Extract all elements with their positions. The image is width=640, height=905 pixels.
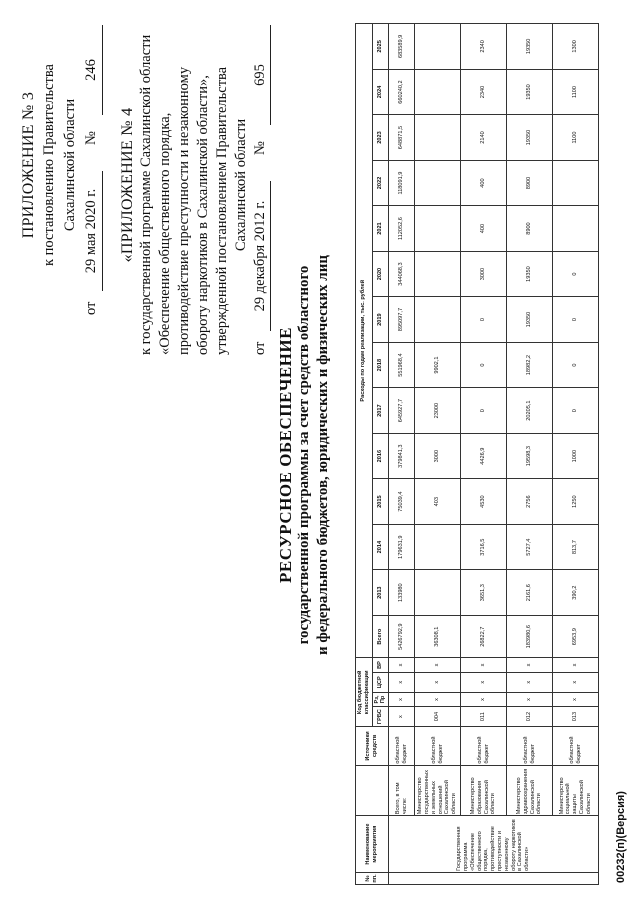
- header-year: 2022: [372, 160, 389, 206]
- header-year: 2019: [372, 297, 389, 343]
- cell-year-value: 3000: [415, 433, 461, 479]
- cell-year-value: 660240,2: [389, 69, 415, 115]
- cell-year-value: 2340: [461, 24, 507, 70]
- cell-year-value: 344068,3: [389, 251, 415, 297]
- cell-total: 183980,6: [507, 615, 553, 657]
- cell-year-value: 8900: [507, 160, 553, 206]
- cell-csr: х: [553, 672, 599, 692]
- cell-year-value: 4426,9: [461, 433, 507, 479]
- appendix-4-block: [118, 15, 273, 355]
- appendix-4-no-label: №: [252, 141, 268, 155]
- cell-year-value: 1000: [553, 433, 599, 479]
- cell-year-value: [415, 251, 461, 297]
- cell-year-value: 0: [461, 297, 507, 343]
- cell-year-value: 18982,2: [507, 342, 553, 388]
- cell-year-value: 1300: [553, 24, 599, 70]
- header-grbs: ГРБС: [372, 707, 389, 727]
- cell-vr: х: [389, 658, 415, 672]
- cell-rzpr: х: [507, 692, 553, 706]
- cell-rzpr: х: [461, 692, 507, 706]
- cell-year-value: 0: [553, 388, 599, 434]
- cell-year-value: 683589,9: [389, 24, 415, 70]
- cell-year-value: 9902,1: [415, 342, 461, 388]
- header-source: Источники средств: [356, 727, 389, 765]
- cell-year-value: [415, 524, 461, 570]
- cell-grbs: 004: [415, 707, 461, 727]
- cell-program-name: Государственная программа «Обеспечение общественного порядка, противодействие преступности и незаконному обороту наркотиков в Сахалинской области»: [389, 816, 599, 873]
- cell-year-value: 3651,3: [461, 570, 507, 616]
- header-name: Наименование мероприятия: [356, 816, 389, 873]
- header-executor: [356, 765, 389, 816]
- cell-vr: х: [415, 658, 461, 672]
- cell-year-value: 390,2: [553, 570, 599, 616]
- cell-rzpr: х: [553, 692, 599, 706]
- footer-version: 00232(п)(Версия): [615, 791, 627, 883]
- cell-year-value: 0: [553, 342, 599, 388]
- cell-source: областной бюджет: [553, 727, 599, 765]
- cell-total: 36308,1: [415, 615, 461, 657]
- table-header-row-1: [356, 24, 373, 885]
- header-rzpr: Рз, Пр: [372, 692, 389, 706]
- cell-year-value: 112052,6: [389, 206, 415, 252]
- cell-executor: Министерство здравоохранения Сахалинской области: [507, 765, 553, 816]
- cell-year-value: 895097,7: [389, 297, 415, 343]
- cell-year-value: 133980: [389, 570, 415, 616]
- cell-executor: Министерство социальной защиты Сахалинской области: [553, 765, 599, 816]
- header-year: 2017: [372, 388, 389, 434]
- cell-source: областной бюджет: [461, 727, 507, 765]
- cell-csr: х: [461, 672, 507, 692]
- cell-year-value: 8900: [507, 206, 553, 252]
- cell-year-value: [553, 160, 599, 206]
- cell-year-value: 400: [461, 206, 507, 252]
- cell-executor: Министерство образования Сахалинской области: [461, 765, 507, 816]
- cell-year-value: 379841,3: [389, 433, 415, 479]
- cell-year-value: 0: [553, 297, 599, 343]
- document-title-line1: РЕСУРСНОЕ ОБЕСПЕЧЕНИЕ: [276, 327, 295, 583]
- cell-rzpr: х: [415, 692, 461, 706]
- cell-year-value: 118091,9: [389, 160, 415, 206]
- cell-year-value: 551968,4: [389, 342, 415, 388]
- table-row: [507, 24, 553, 885]
- appendix-3-number: 246: [81, 25, 103, 115]
- cell-year-value: 19350: [507, 69, 553, 115]
- header-total: Всего: [372, 615, 389, 657]
- appendix-4-body: к государственной программе Сахалинской области «Обеспечение общественного порядка, противодействие преступности и незаконному обороту наркотиков в Сахалинской области», утвержденной постановлением Правительства: [138, 34, 230, 355]
- appendix-3-line2: Сахалинской области: [62, 98, 78, 232]
- appendix-3-title: ПРИЛОЖЕНИЕ № 3: [20, 91, 37, 239]
- cell-grbs: 013: [553, 707, 599, 727]
- cell-executor: Министерство государственных и земельных отношений Сахалинской области: [415, 765, 461, 816]
- header-vr: ВР: [372, 658, 389, 672]
- cell-vr: х: [507, 658, 553, 672]
- cell-rzpr: х: [389, 692, 415, 706]
- cell-source: областной бюджет: [507, 727, 553, 765]
- cell-num: [389, 872, 599, 884]
- appendix-4-date: 29 декабря 2012 г.: [251, 181, 271, 331]
- header-expenses: Расходы по годам реализации, тыс. рублей: [356, 24, 373, 658]
- cell-year-value: 4530: [461, 479, 507, 525]
- cell-total: 26822,7: [461, 615, 507, 657]
- cell-year-value: [415, 24, 461, 70]
- cell-year-value: 1250: [553, 479, 599, 525]
- cell-total: 5426792,9: [389, 615, 415, 657]
- table-row: [389, 24, 415, 885]
- appendix-3-block: [18, 15, 103, 315]
- cell-year-value: [415, 160, 461, 206]
- cell-source: областной бюджет: [415, 727, 461, 765]
- cell-year-value: 645927,7: [389, 388, 415, 434]
- cell-grbs: 011: [461, 707, 507, 727]
- document-title-line3: и федерального бюджетов, юридических и физических лиц: [315, 255, 331, 656]
- appendix-3-from-label: от: [83, 301, 99, 315]
- document-title-line2: государственной программы за счет средств областного: [296, 265, 312, 645]
- header-year: 2020: [372, 251, 389, 297]
- cell-year-value: 2161,6: [507, 570, 553, 616]
- header-year: 2021: [372, 206, 389, 252]
- appendix-4-region: Сахалинской области: [233, 118, 249, 252]
- header-year: 2016: [372, 433, 389, 479]
- appendix-4-number: 695: [251, 25, 271, 125]
- resource-table: [355, 23, 599, 885]
- cell-year-value: 0: [461, 388, 507, 434]
- table-row: [415, 24, 461, 885]
- header-year: 2023: [372, 115, 389, 161]
- cell-year-value: 179631,9: [389, 524, 415, 570]
- cell-year-value: 813,7: [553, 524, 599, 570]
- cell-year-value: [415, 115, 461, 161]
- table-body: [389, 24, 599, 885]
- cell-year-value: 19598,3: [507, 433, 553, 479]
- cell-year-value: 0: [461, 342, 507, 388]
- cell-year-value: [415, 69, 461, 115]
- cell-year-value: 2140: [461, 115, 507, 161]
- cell-source: областной бюджет: [389, 727, 415, 765]
- cell-year-value: [415, 570, 461, 616]
- cell-year-value: 1100: [553, 115, 599, 161]
- appendix-3-no-label: №: [83, 131, 99, 145]
- appendix-4-number-line: [251, 15, 273, 355]
- cell-year-value: 403: [415, 479, 461, 525]
- document-title: [276, 155, 333, 755]
- cell-year-value: 2756: [507, 479, 553, 525]
- appendix-3-date: 29 мая 2020 г.: [81, 171, 103, 291]
- cell-year-value: 19350: [507, 24, 553, 70]
- table-row: [553, 24, 599, 885]
- cell-year-value: 75039,4: [389, 479, 415, 525]
- header-year: 2014: [372, 524, 389, 570]
- cell-year-value: 19350: [507, 115, 553, 161]
- header-csr: ЦСР: [372, 672, 389, 692]
- header-year: 2015: [372, 479, 389, 525]
- cell-executor: Всего, в том числе:: [389, 765, 415, 816]
- table-row: [461, 24, 507, 885]
- cell-total: 6953,9: [553, 615, 599, 657]
- cell-year-value: [415, 297, 461, 343]
- cell-grbs: х: [389, 707, 415, 727]
- appendix-4-from-label: от: [252, 341, 268, 355]
- cell-csr: х: [389, 672, 415, 692]
- cell-year-value: 19350: [507, 297, 553, 343]
- cell-year-value: 3716,5: [461, 524, 507, 570]
- cell-year-value: 5727,4: [507, 524, 553, 570]
- cell-year-value: 23000: [415, 388, 461, 434]
- header-year: 2025: [372, 24, 389, 70]
- cell-vr: х: [553, 658, 599, 672]
- cell-year-value: 1100: [553, 69, 599, 115]
- header-budget-code: Код бюджетной классификации: [356, 658, 373, 727]
- appendix-3-number-line: [81, 15, 103, 315]
- appendix-3-line1: к постановлению Правительства: [41, 64, 57, 266]
- header-year: 2024: [372, 69, 389, 115]
- cell-year-value: 2340: [461, 69, 507, 115]
- cell-year-value: [553, 206, 599, 252]
- cell-year-value: 19350: [507, 251, 553, 297]
- cell-year-value: [415, 206, 461, 252]
- header-num: № пп.: [356, 872, 389, 884]
- cell-year-value: 0: [553, 251, 599, 297]
- cell-grbs: 012: [507, 707, 553, 727]
- cell-vr: х: [461, 658, 507, 672]
- header-year: 2018: [372, 342, 389, 388]
- cell-year-value: 3000: [461, 251, 507, 297]
- cell-csr: х: [415, 672, 461, 692]
- cell-csr: х: [507, 672, 553, 692]
- cell-year-value: 20205,1: [507, 388, 553, 434]
- header-area: [0, 15, 280, 835]
- appendix-4-title: «ПРИЛОЖЕНИЕ № 4: [119, 107, 136, 263]
- cell-year-value: 400: [461, 160, 507, 206]
- cell-year-value: 648871,5: [389, 115, 415, 161]
- header-year: 2013: [372, 570, 389, 616]
